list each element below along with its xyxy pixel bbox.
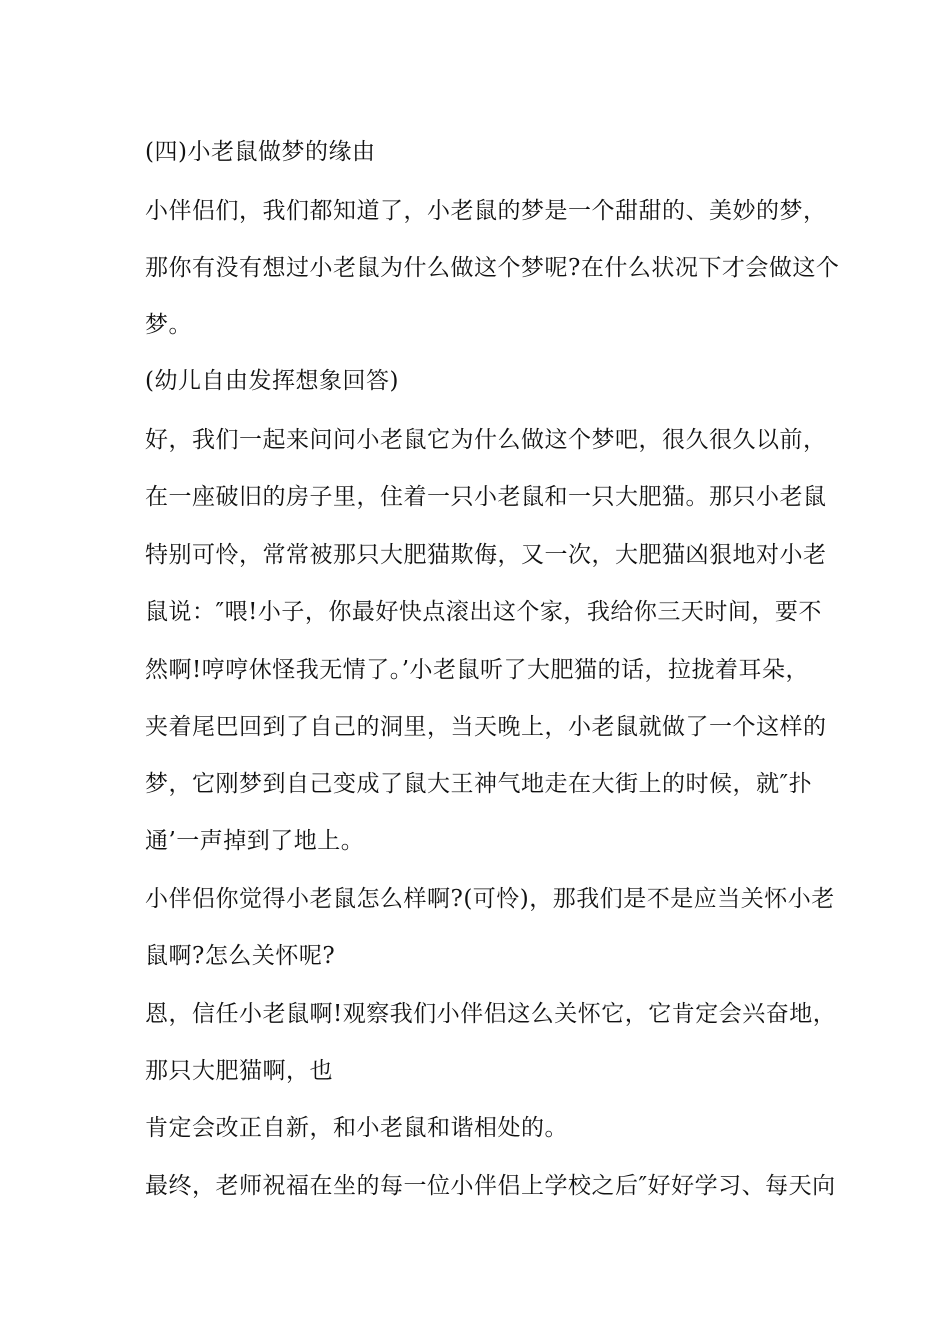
- text-line: 恩，信任小老鼠啊!观察我们小伴侣这么关怀它，它肯定会兴奋地，: [145, 1001, 837, 1027]
- text-line: 最终，老师祝福在坐的每一位小伴侣上学校之后″好好学习、每天向: [145, 1173, 836, 1199]
- text-line: 小伴侣你觉得小老鼠怎么样啊?(可怜)，那我们是不是应当关怀小老: [145, 886, 835, 912]
- text-line: 通’一声掉到了地上。: [145, 828, 365, 854]
- text-line: 鼠说：″喂!小子，你最好快点滚出这个家，我给你三天时间，要不: [145, 599, 822, 625]
- text-line: 梦。: [145, 312, 192, 338]
- text-line: 特别可怜，常常被那只大肥猫欺侮，又一次，大肥猫凶狠地对小老: [145, 542, 827, 568]
- text-line: 那你有没有想过小老鼠为什么做这个梦呢?在什么状况下才会做这个: [145, 255, 840, 281]
- text-line: 肯定会改正自新，和小老鼠和谐相处的。: [145, 1115, 568, 1141]
- text-line: 那只大肥猫啊，也: [145, 1058, 333, 1084]
- text-line: (幼儿自由发挥想象回答): [145, 368, 399, 394]
- text-line: 鼠啊?怎么关怀呢?: [145, 943, 336, 969]
- text-line: 然啊!哼哼休怪我无情了。’小老鼠听了大肥猫的话，拉拢着耳朵，: [145, 657, 810, 683]
- text-line: 梦，它刚梦到自己变成了鼠大王神气地走在大街上的时候，就″扑: [145, 771, 813, 797]
- text-line: 在一座破旧的房子里，住着一只小老鼠和一只大肥猫。那只小老鼠: [145, 484, 827, 510]
- text-line: 好，我们一起来问问小老鼠它为什么做这个梦吧，很久很久以前，: [145, 427, 827, 453]
- text-line: 小伴侣们，我们都知道了，小老鼠的梦是一个甜甜的、美妙的梦，: [145, 198, 827, 224]
- section-heading: (四)小老鼠做梦的缘由: [145, 139, 376, 165]
- text-line: 夹着尾巴回到了自己的洞里，当天晚上，小老鼠就做了一个这样的: [145, 714, 827, 740]
